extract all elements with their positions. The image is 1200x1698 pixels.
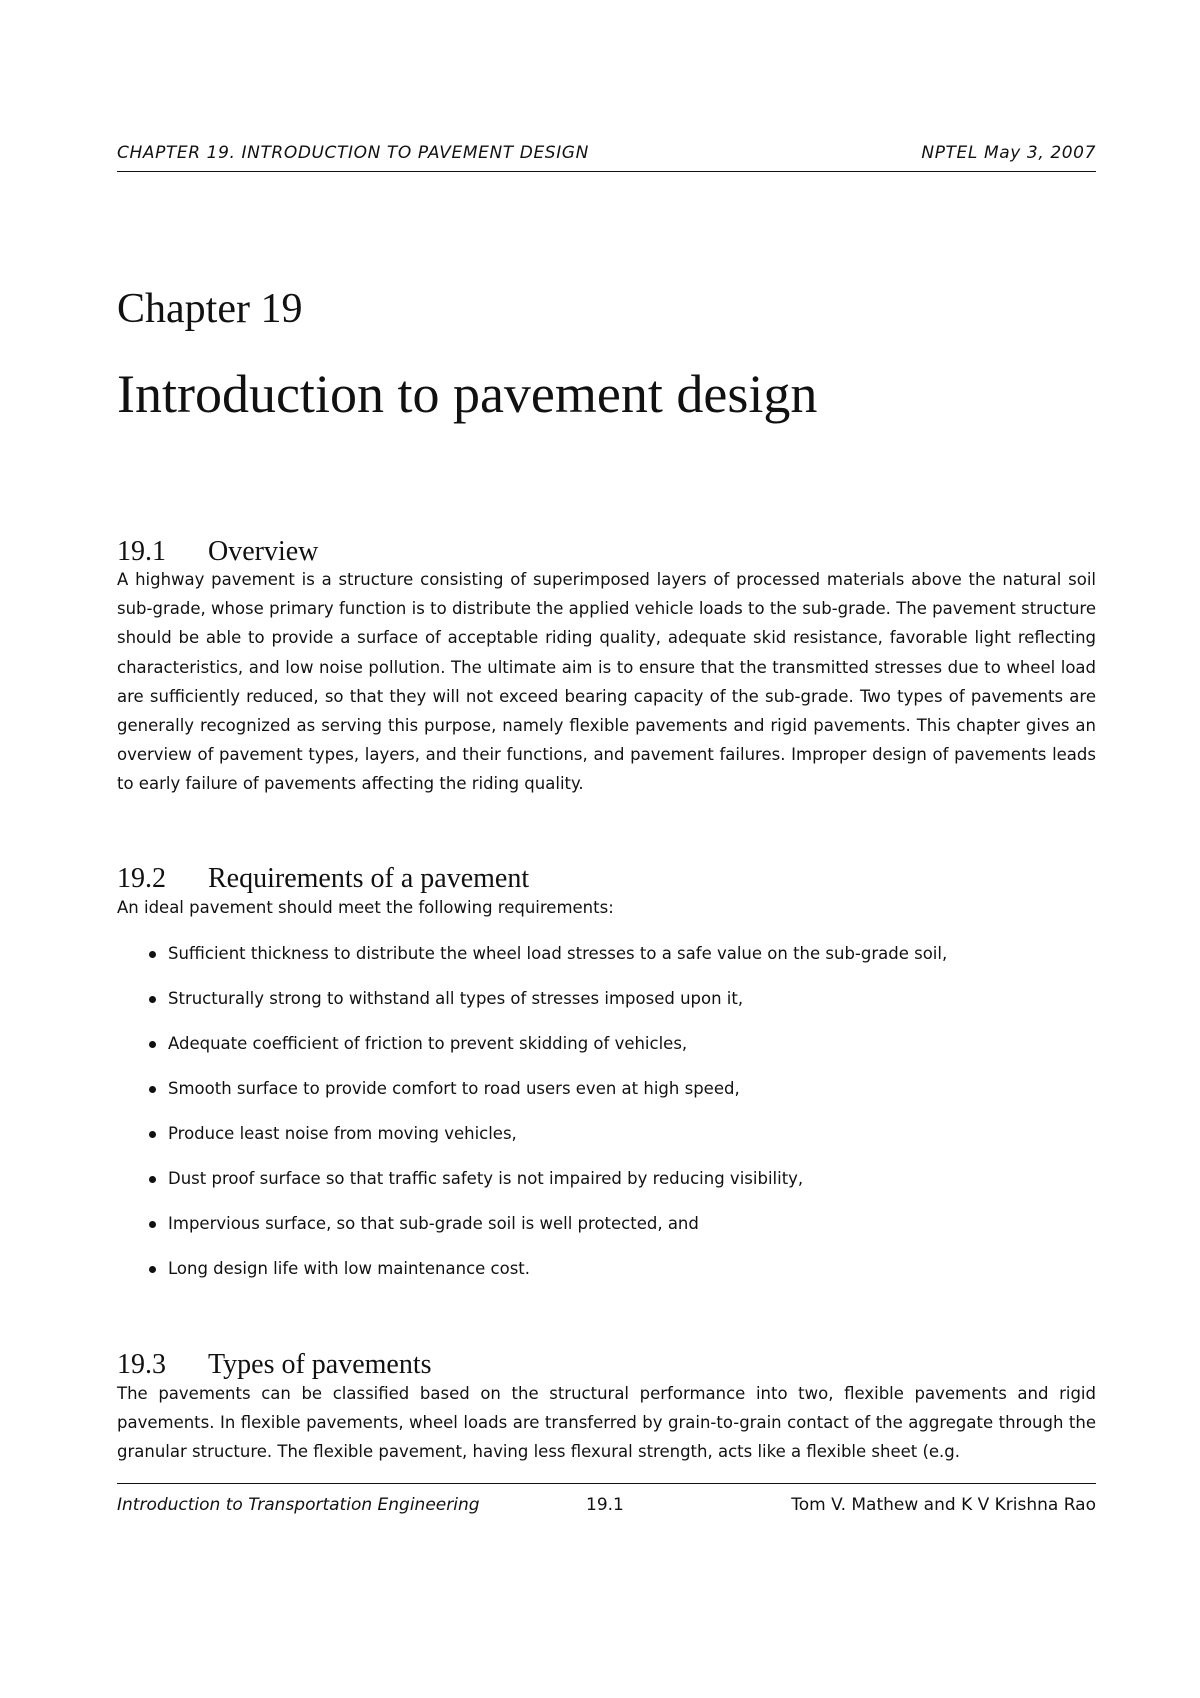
list-item: [117, 988, 1096, 1033]
types-paragraph: The pavements can be classified based on the structural performance into two, flexible pavements and rigid pavements. In flexible pavements, wheel loads are transferred by grain-to-grain contact of the aggregate through the granular structure. The flexible pavement, having less flexural strength, acts like a flexible sheet (e.g.: [117, 1384, 1096, 1462]
section-title: Types of pavements: [208, 1349, 432, 1381]
footer-authors: Tom V. Mathew and K V Krishna Rao: [791, 1495, 1096, 1515]
section-heading-overview: [117, 538, 318, 566]
running-header: [117, 143, 1096, 172]
section-number: 19.2: [117, 863, 166, 895]
list-item-text: Long design life with low maintenance cost.: [168, 1259, 531, 1278]
bullet-icon: [149, 1266, 156, 1273]
list-item: [117, 1033, 1096, 1078]
list-item-text: Produce least noise from moving vehicles,: [168, 1124, 517, 1143]
list-item: [117, 1168, 1096, 1213]
list-item-text: Dust proof surface so that traffic safety is not impaired by reducing visibility,: [168, 1169, 804, 1188]
footer-book-title: Introduction to Transportation Engineering: [117, 1495, 480, 1515]
bullet-icon: [149, 951, 156, 958]
list-item-text: Impervious surface, so that sub-grade soil is well protected, and: [168, 1214, 699, 1233]
bullet-icon: [149, 1041, 156, 1048]
list-item-text: Structurally strong to withstand all types of stresses imposed upon it,: [168, 989, 744, 1008]
requirements-intro: An ideal pavement should meet the following requirements:: [117, 898, 614, 917]
section-number: 19.3: [117, 1349, 166, 1381]
list-item: [117, 1213, 1096, 1258]
chapter-label: Chapter 19: [117, 286, 303, 333]
list-item: [117, 943, 1096, 988]
bullet-icon: [149, 1221, 156, 1228]
bullet-icon: [149, 1131, 156, 1138]
header-chapter-title: CHAPTER 19. INTRODUCTION TO PAVEMENT DESIGN: [117, 143, 589, 163]
list-item: [117, 1258, 1096, 1303]
chapter-title: Introduction to pavement design: [117, 364, 818, 424]
section-heading-requirements: [117, 865, 529, 893]
bullet-icon: [149, 996, 156, 1003]
requirements-list: [117, 943, 1096, 1303]
section-title: Requirements of a pavement: [208, 863, 530, 895]
page-number: 19.1: [586, 1495, 624, 1515]
overview-paragraph: A highway pavement is a structure consisting of superimposed layers of processed materials above the natural soil sub-grade, whose primary function is to distribute the applied vehicle loads to the sub-grade. The pavement structure should be able to provide a surface of acceptable riding quality, adequate skid resistance, favorable light reflecting characteristics, and low noise pollution. The ultimate aim is to ensure that the transmitted stresses due to wheel load are sufficiently reduced, so that they will not exceed bearing capacity of the sub-grade. Two types of pavements are generally recognized as serving this purpose, namely flexible pavements and rigid pavements. This chapter gives an overview of pavement types, layers, and their functions, and pavement failures. Improper design of pavements leads to early failure of pavements affecting the riding quality.: [117, 570, 1096, 794]
section-heading-types: [117, 1351, 432, 1379]
section-title: Overview: [208, 536, 319, 568]
list-item-text: Smooth surface to provide comfort to road users even at high speed,: [168, 1079, 740, 1098]
list-item-text: Adequate coefficient of friction to prevent skidding of vehicles,: [168, 1034, 688, 1053]
section-number: 19.1: [117, 536, 166, 568]
list-item: [117, 1123, 1096, 1168]
running-footer: [117, 1483, 1096, 1514]
bullet-icon: [149, 1176, 156, 1183]
header-source-date: NPTEL May 3, 2007: [921, 143, 1096, 163]
bullet-icon: [149, 1086, 156, 1093]
list-item-text: Sufficient thickness to distribute the wheel load stresses to a safe value on the sub-grade soil,: [168, 944, 948, 963]
list-item: [117, 1078, 1096, 1123]
